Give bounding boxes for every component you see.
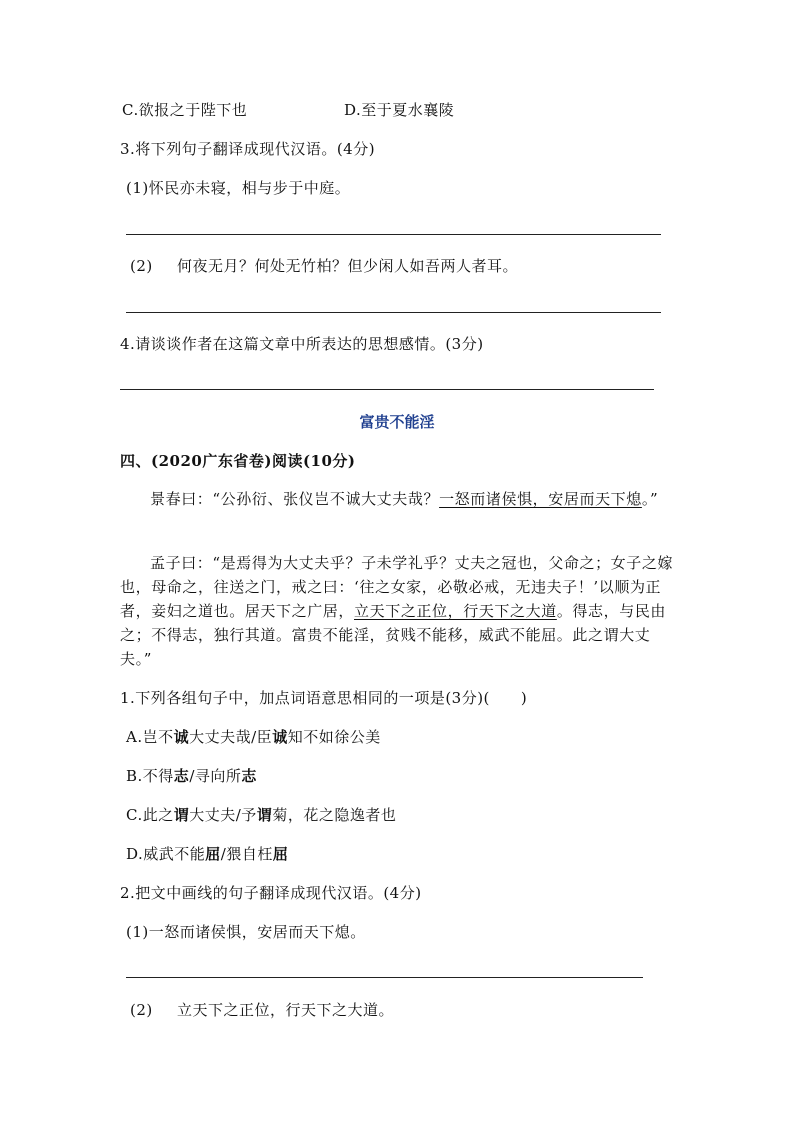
dotted-word: 谓	[256, 806, 273, 824]
choice-text: /寻向所	[189, 767, 242, 785]
option-c: C.欲报之于陛下也	[122, 101, 248, 119]
question-2: 2.把文中画线的句子翻译成现代汉语。(4分)	[120, 884, 422, 902]
choice-text: B.不得	[126, 767, 174, 785]
dotted-word: 屈	[272, 845, 289, 863]
question-2-2-number: (2)	[130, 1001, 153, 1019]
answer-line	[126, 234, 661, 235]
underlined-sentence: 一怒而诸侯惧，安居而天下熄	[439, 490, 642, 508]
question-1: 1.下列各组句子中，加点词语意思相同的一项是(3分)( )	[120, 689, 528, 707]
choice-d	[126, 844, 288, 864]
question-2-2: 立天下之正位，行天下之大道。	[177, 1001, 395, 1019]
choice-text: C.此之	[126, 806, 174, 824]
choice-text: 大丈夫/予	[189, 806, 257, 824]
dotted-word: 屈	[205, 845, 221, 863]
passage-paragraph-1	[120, 487, 680, 511]
answer-line	[126, 977, 643, 978]
answer-line	[120, 389, 654, 390]
question-3-2: 何夜无月？何处无竹柏？但少闲人如吾两人者耳。	[177, 257, 519, 275]
passage-paragraph-2	[120, 551, 680, 671]
paragraph-text: 孟子曰：“是焉得为大丈夫乎？子未学礼乎？丈夫之冠也，父命之；女子之嫁也，母命之，往送之门，戒之曰：‘往之女家，必敬必戒，无违夫子！’以顺为正者，妾妇之道也。居天下之广居，	[120, 554, 674, 620]
choice-text: A.岂不	[126, 728, 174, 746]
choice-text: 知不如徐公美	[287, 728, 381, 746]
option-d: D.至于夏水襄陵	[344, 101, 455, 119]
choice-a	[126, 727, 381, 747]
passage-title: 富贵不能淫	[359, 413, 435, 431]
question-3: 3.将下列句子翻译成现代汉语。(4分)	[120, 140, 376, 158]
choice-text: 大丈夫哉/臣	[189, 728, 273, 746]
question-3-2-number: (2)	[130, 257, 153, 275]
choice-text: 菊，花之隐逸者也	[272, 806, 397, 824]
dotted-word: 诚	[272, 728, 288, 746]
choice-text: /猥自枉	[220, 845, 273, 863]
section-heading: 四、(2020广东省卷)阅读(10分)	[120, 452, 356, 470]
choice-text: D.威武不能	[126, 845, 206, 863]
answer-line	[126, 312, 661, 313]
question-2-1: (1)一怒而诸侯惧，安居而天下熄。	[126, 923, 366, 941]
question-4: 4.请谈谈作者在这篇文章中所表达的思想感情。(3分)	[120, 335, 484, 353]
choice-c	[126, 805, 396, 825]
dotted-word: 志	[173, 767, 190, 785]
dotted-word: 志	[241, 767, 257, 785]
paragraph-text: 。”	[641, 490, 659, 508]
underlined-sentence: 立天下之正位，行天下之大道	[354, 602, 557, 620]
paragraph-text: 景春曰：“公孙衍、张仪岂不诚大丈夫哉？	[150, 490, 440, 508]
dotted-word: 诚	[173, 728, 190, 746]
choice-b	[126, 766, 257, 786]
question-3-1: (1)怀民亦未寝，相与步于中庭。	[126, 179, 351, 197]
paragraph-text: 。得志，与民由之；不得志，独行其道。富贵不能淫，贫贱不能移，威武不能屈。此之谓大丈夫。”	[120, 602, 667, 668]
dotted-word: 谓	[173, 806, 190, 824]
